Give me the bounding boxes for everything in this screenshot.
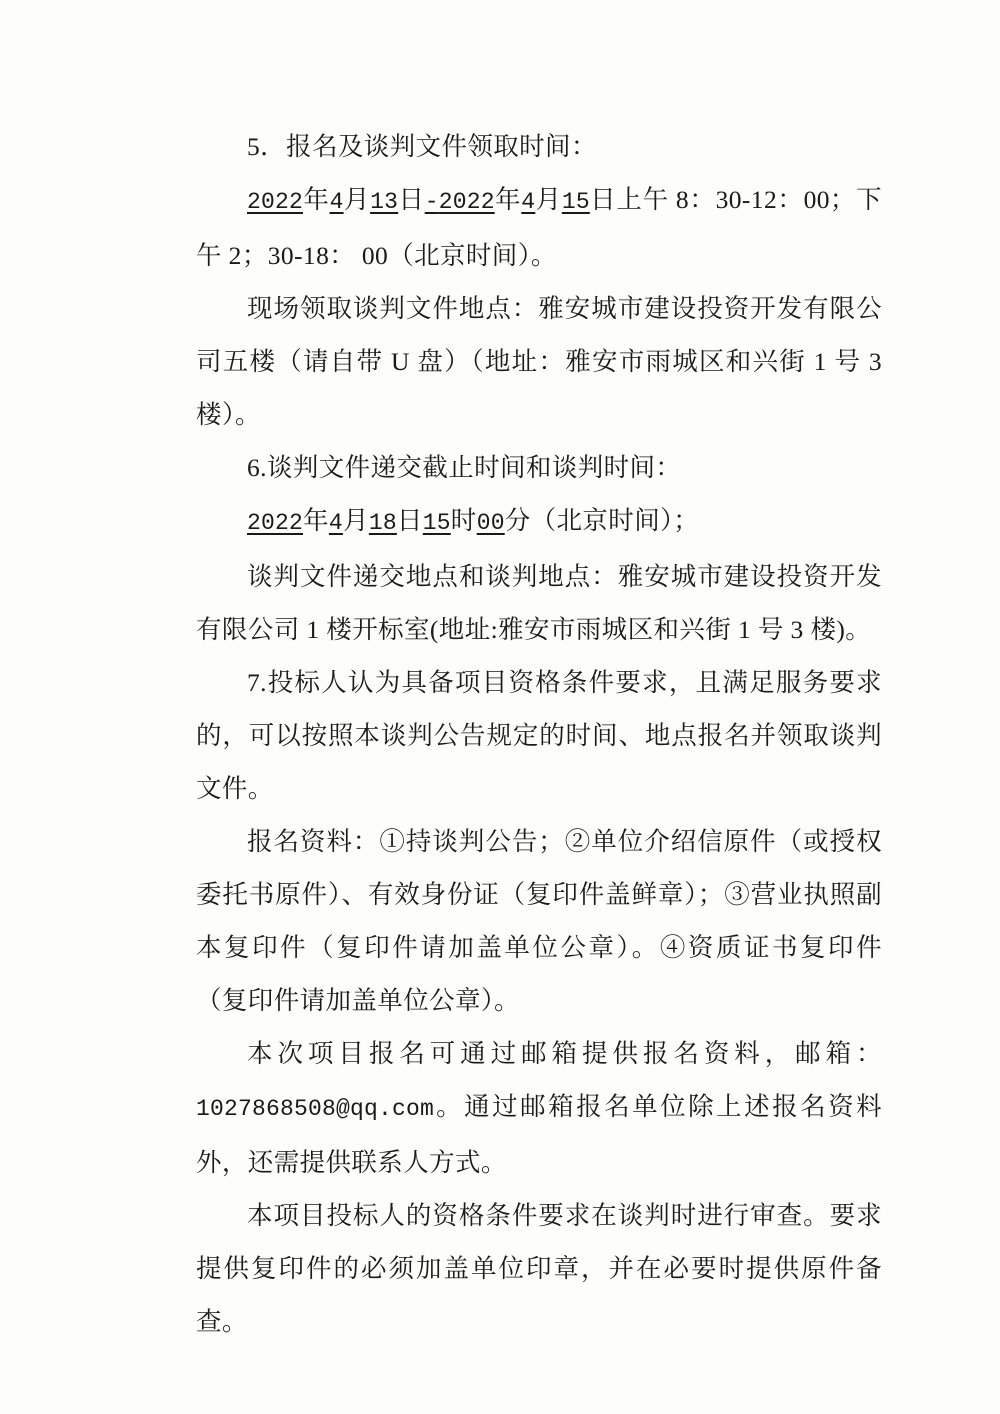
text-run: 本项目投标人的资格条件要求在谈判时进行审查。要求提供复印件的必须加盖单位印章，并在必要时提供原件备查。 [196,1201,882,1336]
email-address: 1027868508@qq.com [196,1096,435,1122]
label-year: 年 [303,506,329,535]
year-value-end: 2022 [438,189,495,215]
paragraph-qualification-review [196,1189,882,1348]
text-run: 现场领取谈判文件地点：雅安城市建设投资开发有限公司五楼（请自带 U 盘）（地址：雅安市雨城区和兴街 1 号 3 楼）。 [196,294,882,429]
deadline-month-value: 4 [328,510,343,536]
paragraph-item-6-time [196,494,882,550]
paragraph-item-5-heading [196,120,882,173]
label-month: 月 [343,185,371,214]
document-body [196,120,882,1348]
month-value: 4 [329,189,344,215]
paragraph-item-5-time [196,173,882,282]
text-run: 。通过邮箱报名单位除上述报名资料外，还需提供联系人方式。 [196,1092,882,1177]
time-range-text: 上午 8：30-12：00；下午 2；30-18： 00（北京时间）。 [196,185,883,270]
paragraph-item-7 [196,656,882,815]
label-day-end: 日 [589,185,617,214]
text-run: 本次项目报名可通过邮箱提供报名资料，邮箱： [247,1039,882,1068]
label-minute-suffix: 分（北京时间）； [504,506,700,535]
text-run: 7.投标人认为具备项目资格条件要求，且满足服务要求的，可以按照本谈判公告规定的时间、地点报名并领取谈判文件。 [196,668,882,803]
deadline-hour-value: 15 [422,510,451,536]
label-day: 日 [396,506,423,535]
paragraph-registration-materials [196,815,882,1027]
paragraph-item-6-location [196,550,882,656]
text-run: 报名资料：①持谈判公告；②单位介绍信原件（或授权委托书原件）、有效身份证（复印件盖鲜章）；③营业执照副本复印件（复印件请加盖单位公章）。④资质证书复印件（复印件请加盖单位公章）。 [196,827,882,1015]
label-month-end: 月 [535,185,562,214]
deadline-day-value: 18 [368,510,397,536]
range-dash: - [424,189,439,215]
paragraph-item-5-location [196,282,882,441]
text-run: 6.谈判文件递交截止时间和谈判时间： [247,453,682,482]
day-value: 13 [370,189,399,215]
day-value-end: 15 [561,189,590,215]
deadline-minute-value: 00 [476,510,505,536]
deadline-year-value: 2022 [247,510,304,536]
paragraph-item-6-heading [196,441,882,494]
text-run: 谈判文件递交地点和谈判地点：雅安城市建设投资开发有限公司 1 楼开标室(地址:雅安市雨城区和兴街 1 号 3 楼)。 [196,562,882,644]
label-day: 日 [398,185,425,214]
text-run: 5．报名及谈判文件领取时间： [247,132,597,161]
month-value-end: 4 [521,189,536,215]
label-year: 年 [303,185,330,214]
year-value: 2022 [247,189,304,215]
paragraph-email-registration [196,1027,882,1189]
label-hour: 时 [450,506,477,535]
label-month: 月 [342,506,369,535]
label-year-end: 年 [494,185,522,214]
